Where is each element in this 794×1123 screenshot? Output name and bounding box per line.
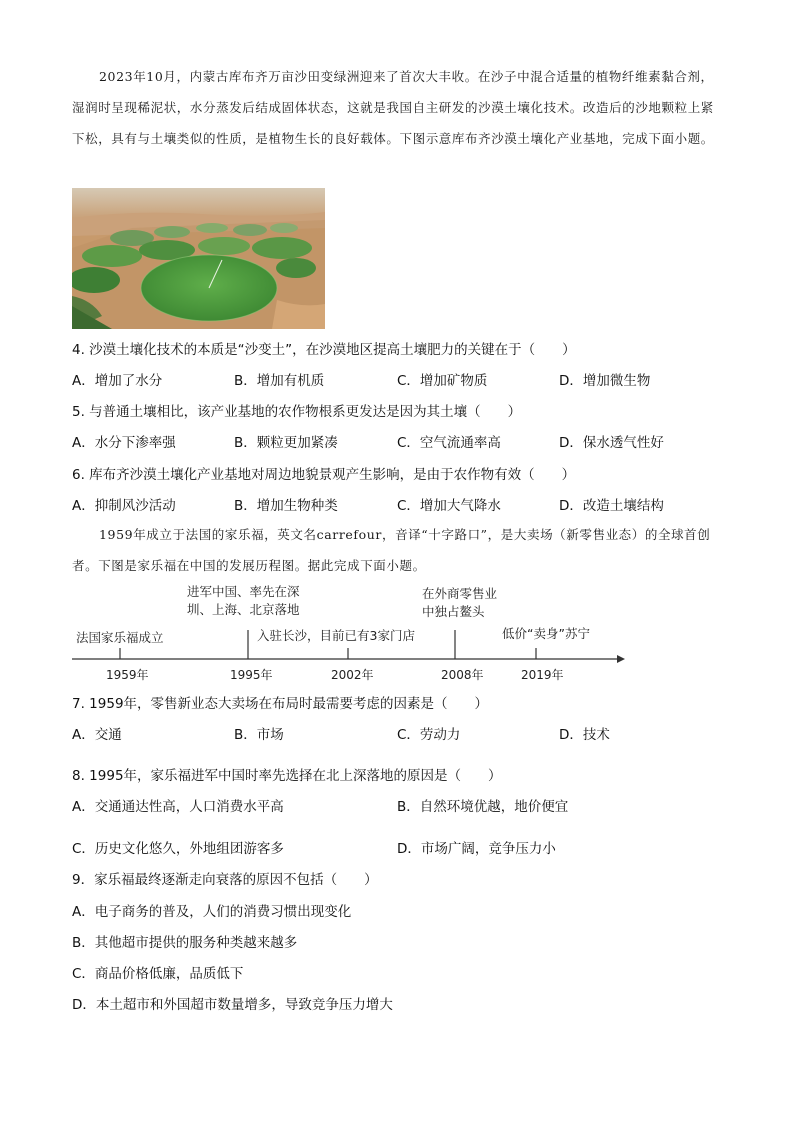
timeline-label-2019: 低价“卖身”苏宁 xyxy=(502,626,590,641)
aerial-farmland-photo xyxy=(72,188,325,329)
question-6-option-d[interactable]: D．改造土壤结构 xyxy=(559,498,664,514)
timeline-year-2019: 2019年 xyxy=(521,668,564,682)
timeline-year-1959: 1959年 xyxy=(106,668,149,682)
timeline-label-1959: 法国家乐福成立 xyxy=(76,630,164,645)
question-6-option-c[interactable]: C．增加大气降水 xyxy=(397,498,501,514)
question-5-option-d[interactable]: D．保水透气性好 xyxy=(559,435,664,451)
question-9-option-b[interactable]: B．其他超市提供的服务种类越来越多 xyxy=(72,935,298,951)
question-4-option-d[interactable]: D．增加微生物 xyxy=(559,373,651,389)
question-8-option-c[interactable]: C．历史文化悠久，外地组团游客多 xyxy=(72,841,284,857)
timeline-note-1995-line1: 进军中国、率先在深 xyxy=(187,584,300,599)
question-6-stem: 6. 库布齐沙漠土壤化产业基地对周边地貌景观产生影响，是由于农作物有效（ ） xyxy=(72,467,576,483)
question-4-stem: 4. 沙漠土壤化技术的本质是“沙变土”，在沙漠地区提高土壤肥力的关键在于（ ） xyxy=(72,342,576,358)
question-7-stem: 7. 1959年，零售新业态大卖场在布局时最需要考虑的因素是（ ） xyxy=(72,696,489,712)
timeline-note-2008-line1: 在外商零售业 xyxy=(422,586,498,601)
question-5-option-a[interactable]: A．水分下渗率强 xyxy=(72,435,176,451)
question-5-option-c[interactable]: C．空气流通率高 xyxy=(397,435,501,451)
question-7-option-b[interactable]: B．市场 xyxy=(234,727,284,743)
question-8-option-d[interactable]: D．市场广阔，竞争压力小 xyxy=(397,841,556,857)
question-4-option-b[interactable]: B．增加有机质 xyxy=(234,373,325,389)
timeline-year-2002: 2002年 xyxy=(331,668,374,682)
question-8-option-b[interactable]: B．自然环境优越，地价便宜 xyxy=(397,799,569,815)
timeline-note-2008-line2: 中独占鳌头 xyxy=(422,604,485,619)
question-5-stem: 5. 与普通土壤相比，该产业基地的农作物根系更发达是因为其土壤（ ） xyxy=(72,404,522,420)
question-5-option-b[interactable]: B．颗粒更加紧凑 xyxy=(234,435,338,451)
question-4-option-a[interactable]: A．增加了水分 xyxy=(72,373,163,389)
timeline-year-2008: 2008年 xyxy=(441,668,484,682)
question-8-stem: 8. 1995年，家乐福进军中国时率先选择在北上深落地的原因是（ ） xyxy=(72,768,502,784)
question-7-option-c[interactable]: C．劳动力 xyxy=(397,727,461,743)
timeline-label-1995: 入驻长沙，目前已有3家门店 xyxy=(257,628,415,643)
question-4-option-c[interactable]: C．增加矿物质 xyxy=(397,373,488,389)
passage-carrefour: 1959年成立于法国的家乐福，英文名carrefour，音译“十字路口”，是大卖场（新零售业态）的全球首创者。下图是家乐福在中国的发展历程图。据此完成下面小题。 xyxy=(72,527,711,573)
question-6-option-a[interactable]: A．抑制风沙活动 xyxy=(72,498,176,514)
question-9-option-a[interactable]: A．电子商务的普及，人们的消费习惯出现变化 xyxy=(72,904,352,920)
carrefour-timeline xyxy=(72,582,632,682)
question-9-option-d[interactable]: D．本土超市和外国超市数量增多，导致竞争压力增大 xyxy=(72,997,393,1013)
passage-desert-soil: 2023年10月，内蒙古库布齐万亩沙田变绿洲迎来了首次大丰收。在沙子中混合适量的植物纤维素黏合剂，湿润时呈现稀泥状，水分蒸发后结成固体状态，这就是我国自主研发的沙漠土壤化技术。改造后的沙地颗粒上紧下松，具有与土壤类似的性质，是植物生长的良好载体。下图示意库布齐沙漠土壤化产业基地，完成下面小题。 xyxy=(72,69,714,146)
question-7-option-d[interactable]: D．技术 xyxy=(559,727,610,743)
question-8-option-a[interactable]: A．交通通达性高，人口消费水平高 xyxy=(72,799,284,815)
question-9-stem: 9．家乐福最终逐渐走向衰落的原因不包括（ ） xyxy=(72,872,378,888)
question-9-option-c[interactable]: C．商品价格低廉，品质低下 xyxy=(72,966,244,982)
timeline-year-1995: 1995年 xyxy=(230,668,273,682)
question-7-option-a[interactable]: A．交通 xyxy=(72,727,122,743)
timeline-note-1995-line2: 圳、上海、北京落地 xyxy=(187,602,300,617)
question-6-option-b[interactable]: B．增加生物种类 xyxy=(234,498,338,514)
